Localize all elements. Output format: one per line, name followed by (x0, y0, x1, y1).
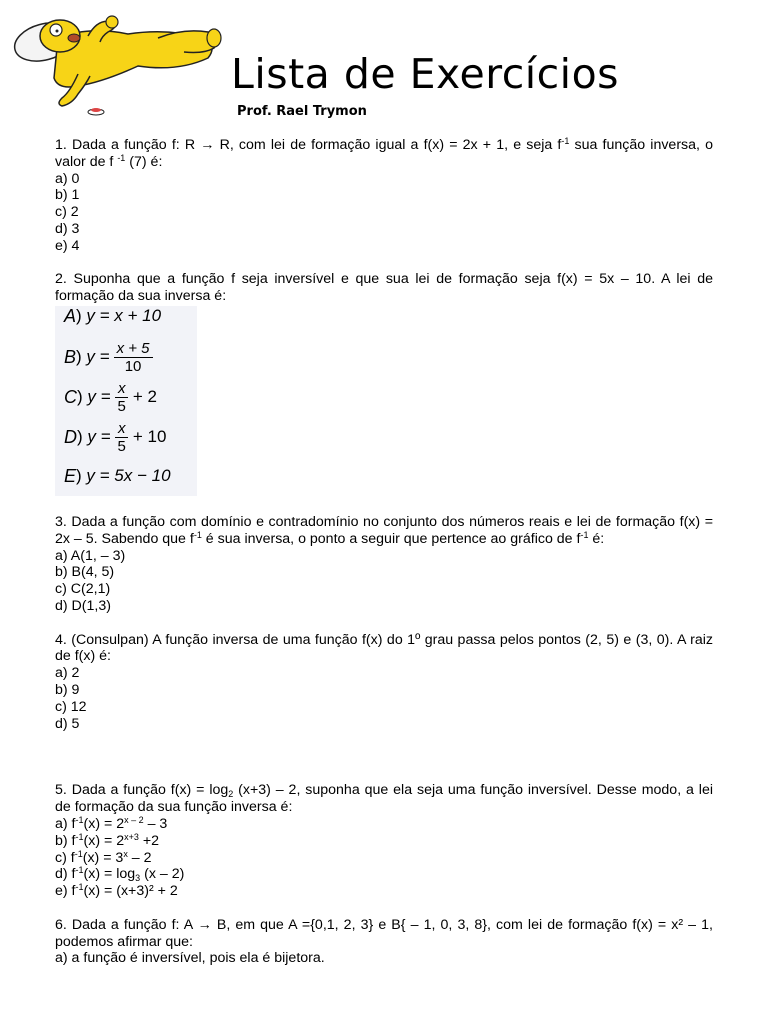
question-5-option-c: c) $f^{-1}(x) = 3^x - 2$ (55, 848, 152, 866)
formula-option-b: B ) y = $\frac{x + 5}{10}$ (64, 340, 157, 375)
question-5-option-a: a) $f^{-1}(x) = 2^{x - 2} - 3$ (55, 814, 168, 832)
question-5-text: 5. Dada a função $f(x) = \log_2 (x+3) - 2$, suponha que ela seja uma função inversível. Desse modo, a lei de formação da sua função inversa é: (55, 782, 713, 816)
question-6-text: 6. Dada a função f: A → B, em que A ={0,1, 2, 3} e B{ – 1, 0, 3, 8}, com lei de formação f(x) = x² – 1, podemos afirmar que: (55, 916, 713, 950)
question-3 (55, 514, 713, 615)
author-line: Prof. Rael Trymon (237, 104, 367, 119)
question-3-option-c: c) C(2,1) (55, 581, 111, 598)
question-5 (55, 782, 713, 900)
question-4-option-c: c) 12 (55, 698, 87, 715)
question-4 (55, 632, 713, 733)
question-1-option-d: d) 3 (55, 220, 80, 237)
exercise-list (55, 137, 713, 984)
question-3-text: 3. Dada a função com domínio e contradomínio no conjunto dos números reais e lei de formação f(x) = 2x – 5. Sabendo que $f^{-1}$ é sua inversa, o ponto a seguir que pertence ao gráfico de $f^{-1}$ é: (55, 513, 713, 547)
question-1-option-a: a) 0 (55, 170, 80, 187)
question-4-option-d: d) 5 (55, 715, 80, 732)
question-5-option-d: d) $f^{-1}(x) = \log_3 (x - 2)$ (55, 865, 185, 884)
question-4-option-a: a) 2 (55, 665, 80, 682)
formula-option-a: A ) y = x + 10 (64, 305, 162, 326)
question-1-text: 1. Dada a função f: R → R, com lei de formação igual a f(x) = 2x + 1, e seja $f^{-1}$ sua função inversa, o valor de f $^{-1}$ (7) é: (55, 136, 714, 170)
question-4-option-b: b) 9 (55, 681, 80, 698)
question-1-option-b: b) 1 (55, 187, 80, 204)
question-1-option-e: e) 4 (55, 237, 80, 254)
question-3-option-b: b) B(4, 5) (55, 564, 115, 581)
question-2-text: 2. Suponha que a função f seja inversível e que sua lei de formação seja f(x) = 5x – 10. A lei de formação da sua inversa é: (55, 271, 713, 305)
question-1-option-c: c) 2 (55, 204, 79, 221)
formula-option-c: C ) y = $\frac{x}{5}$ + 2 (64, 379, 157, 415)
formula-option-d: D ) y = $\frac{x}{5}$ + 10 (64, 419, 167, 455)
question-2-formula-box (55, 306, 197, 496)
question-2 (55, 271, 713, 496)
question-6 (55, 917, 713, 967)
question-6-option-a: a) a função é inversível, pois ela é bijetora. (55, 950, 325, 967)
question-3-option-d: d) D(1,3) (55, 597, 111, 614)
formula-option-e: E ) y = 5x − 10 (64, 465, 171, 486)
sleeping-cartoon-illustration (8, 8, 223, 116)
question-5-option-b: b) $f^{-1}(x) = 2^{x+3} +2$ (55, 831, 160, 849)
question-4-text: 4. (Consulpan) A função inversa de uma função f(x) do 1º grau passa pelos pontos (2, 5) e (3, 0). A raiz de f(x) é: (55, 631, 713, 665)
document-title: Lista de Exercícios (231, 50, 620, 98)
question-1 (55, 137, 713, 255)
question-5-option-e: e) $f^{-1}(x) = (x+3)^2 + 2$ (55, 882, 178, 900)
question-3-option-a: a) A(1, – 3) (55, 547, 126, 564)
